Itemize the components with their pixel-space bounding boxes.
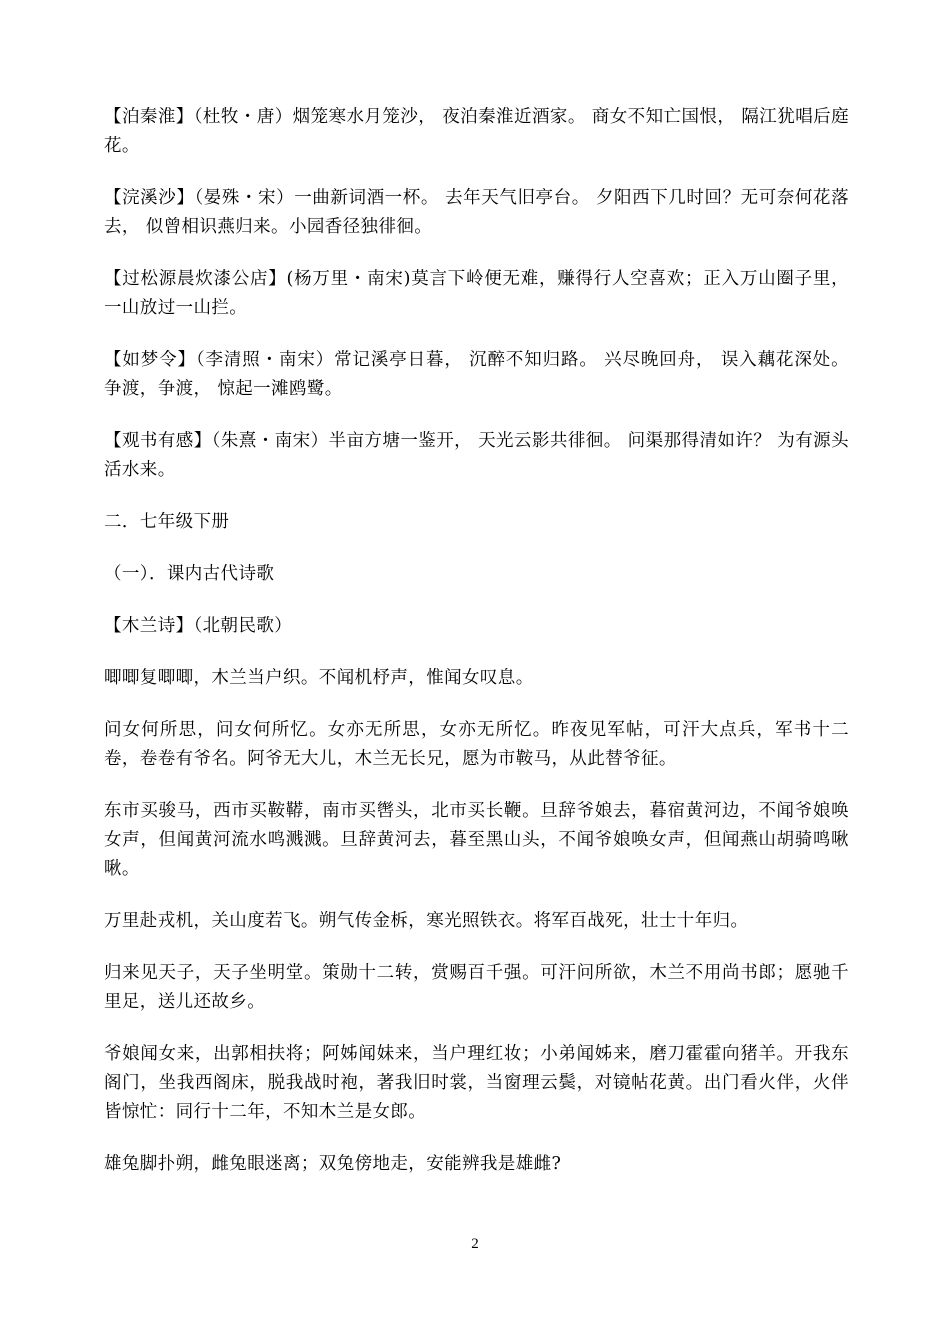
poem-bo-qin-huai: 【泊秦淮】（杜牧・唐）烟笼寒水月笼沙， 夜泊秦淮近酒家。 商女不知亡国恨， 隔江犹唱后庭花。 [104, 107, 849, 156]
page-number: 2 [471, 1236, 479, 1252]
mulan-stanza-5: 归来见天子，天子坐明堂。策勋十二转，赏赐百千强。可汗问所欲，木兰不用尚书郎；愿驰千里足，送儿还故乡。 [104, 963, 849, 1012]
mulan-stanza-1: 唧唧复唧唧，木兰当户织。不闻机杼声，惟闻女叹息。 [104, 668, 534, 688]
poem-huan-xi-sha: 【浣溪沙】（晏殊・宋）一曲新词酒一杯。 去年天气旧亭台。 夕阳西下几时回？无可奈何花落去， 似曾相识燕归来。小园香径独徘徊。 [104, 188, 849, 237]
poem-guo-song-yuan: 【过松源晨炊漆公店】(杨万里・南宋)莫言下岭便无难，赚得行人空喜欢；正入万山圈子里，一山放过一山拦。 [104, 269, 849, 318]
mulan-stanza-7: 雄兔脚扑朔，雌兔眼迷离；双兔傍地走，安能辨我是雄雌? [104, 1154, 562, 1174]
mulan-stanza-6: 爷娘闻女来，出郭相扶将；阿姊闻妹来，当户理红妆；小弟闻姊来，磨刀霍霍向猪羊。开我东阁门，坐我西阁床，脱我战时袍，著我旧时裳，当窗理云鬓，对镜帖花黄。出门看火伴，火伴皆惊忙：同行十二年，不知木兰是女郎。 [104, 1044, 849, 1122]
page-content [104, 103, 849, 1202]
poem-title-mulan: 【木兰诗】（北朝民歌） [104, 616, 293, 636]
poem-ru-meng-ling: 【如梦令】（李清照・南宋）常记溪亭日暮， 沉醉不知归路。 兴尽晚回舟， 误入藕花深处。 争渡，争渡， 惊起一滩鸥鹭。 [104, 350, 849, 399]
mulan-stanza-3: 东市买骏马，西市买鞍鞯，南市买辔头，北市买长鞭。旦辞爷娘去，暮宿黄河边，不闻爷娘唤女声，但闻黄河流水鸣溅溅。旦辞黄河去，暮至黑山头，不闻爷娘唤女声，但闻燕山胡骑鸣啾啾。 [104, 801, 849, 879]
poem-guan-shu-you-gan: 【观书有感】（朱熹・南宋）半亩方塘一鉴开， 天光云影共徘徊。 问渠那得清如许？ 为有源头活水来。 [104, 431, 849, 480]
section-heading: 二．七年级下册 [104, 512, 230, 532]
mulan-stanza-2: 问女何所思，问女何所忆。女亦无所思，女亦无所忆。昨夜见军帖，可汗大点兵，军书十二卷，卷卷有爷名。阿爷无大儿，木兰无长兄，愿为市鞍马，从此替爷征。 [104, 720, 849, 769]
mulan-stanza-4: 万里赴戎机，关山度若飞。朔气传金柝，寒光照铁衣。将军百战死，壮士十年归。 [104, 911, 749, 931]
subsection-heading: （一）．课内古代诗歌 [104, 564, 275, 584]
